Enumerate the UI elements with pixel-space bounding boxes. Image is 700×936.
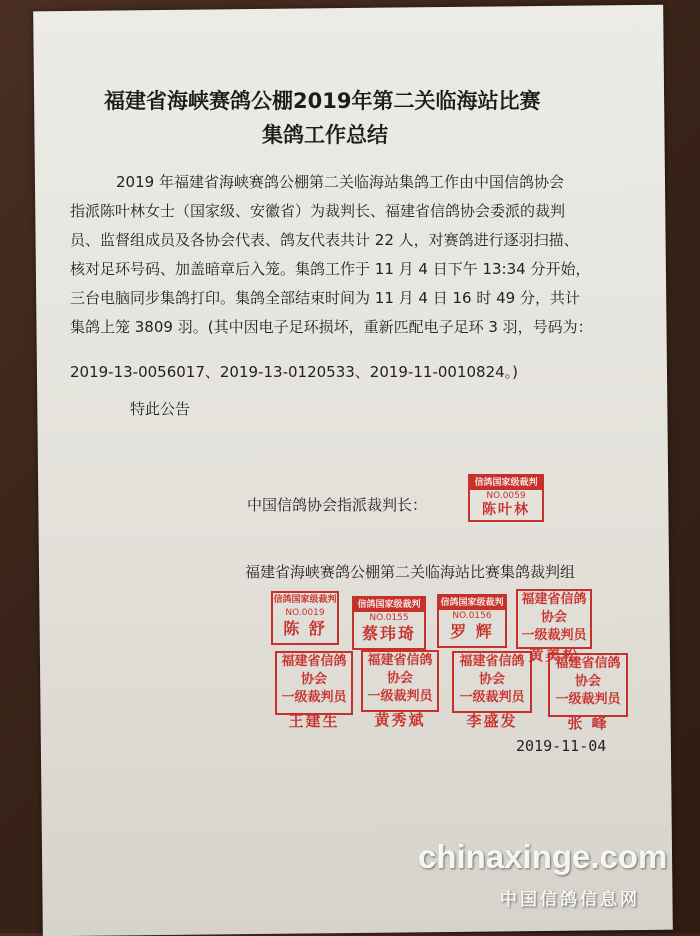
watermark-name: 中国信鸽信息网 xyxy=(500,890,640,910)
body-line: 2019 年福建省海峡赛鸽公棚第二关临海站集鸽工作由中国信鸽协会 xyxy=(116,173,564,191)
stamp-rank: 一级裁判员 xyxy=(459,690,525,705)
stamp-judge xyxy=(352,596,426,650)
stamp-rank: 一级裁判员 xyxy=(555,692,621,707)
stamp-judge xyxy=(275,651,353,730)
document-title: 福建省海峡赛鸽公棚2019年第二关临海站比赛 xyxy=(104,89,541,113)
stamp-org: 福建省信鸽协会 xyxy=(459,654,525,687)
stamp-org: 福建省信鸽协会 xyxy=(555,656,621,689)
stamp-rank: 一级裁判员 xyxy=(367,689,433,704)
head-judge-signature-label: 中国信鸽协会指派裁判长： xyxy=(247,496,428,514)
stamp-head-judge xyxy=(468,474,544,522)
stamp-org: 福建省信鸽协会 xyxy=(521,592,587,625)
body-line: 集鸽上笼 3809 羽。(其中因电子足环损坏，重新匹配电子足环 3 羽，号码为： xyxy=(70,318,593,336)
document-date: 2019-11-04 xyxy=(516,737,607,755)
stamp-title: 信鸽国家级裁判 xyxy=(470,476,542,490)
stamp-name: 罗 辉 xyxy=(450,622,494,641)
stamp-number: NO.0156 xyxy=(452,611,492,621)
stamp-judge xyxy=(271,591,339,645)
stamp-judge xyxy=(361,650,439,729)
stamp-title: 信鸽国家级裁判 xyxy=(354,598,424,612)
stamp-name: 张 峰 xyxy=(567,714,609,732)
body-line: 2019-13-0056017、2019-13-0120533、2019-11-0010824。) xyxy=(70,363,519,381)
stamp-name: 陈叶林 xyxy=(482,502,530,518)
body-line: 指派陈叶林女士（国家级、安徽省）为裁判长、福建省信鸽协会委派的裁判 xyxy=(70,202,566,220)
stamp-rank: 一级裁判员 xyxy=(521,628,587,643)
stamp-name: 黄秀斌 xyxy=(374,711,426,729)
body-line: 核对足环号码、加盖暗章后入笼。集鸽工作于 11 月 4 日下午 13:34 分开始， xyxy=(70,260,591,278)
stamp-number: NO.0019 xyxy=(285,608,325,618)
judge-group-signature-label: 福建省海峡赛鸽公棚第二关临海站比赛集鸽裁判组 xyxy=(245,563,576,581)
body-line: 员、监督组成员及各协会代表、鸽友代表共计 22 人，对赛鸽进行逐羽扫描、 xyxy=(70,231,579,249)
stamp-judge xyxy=(437,594,507,648)
stamp-judge xyxy=(548,653,628,732)
stamp-name: 李盛发 xyxy=(466,712,518,730)
stamp-title: 信鸽国家级裁判 xyxy=(440,598,504,608)
stamp-org: 福建省信鸽协会 xyxy=(367,653,433,686)
stamp-name: 黄美松 xyxy=(528,646,580,664)
stamp-name: 陈 舒 xyxy=(283,619,327,638)
watermark-site: chinaxinge.com xyxy=(418,838,668,875)
closing-text: 特此公告 xyxy=(130,400,191,418)
body-line: 三台电脑同步集鸽打印。集鸽全部结束时间为 11 月 4 日 16 时 49 分，共计 xyxy=(70,289,580,307)
stamp-name: 蔡玮琦 xyxy=(361,624,416,643)
stamp-title: 信鸽国家级裁判 xyxy=(273,595,337,605)
stamp-org: 福建省信鸽协会 xyxy=(281,654,347,687)
stamp-judge xyxy=(516,589,592,664)
stamp-name: 王建生 xyxy=(288,712,340,730)
stamp-judge xyxy=(452,651,532,730)
document-subtitle: 集鸽工作总结 xyxy=(262,123,388,147)
stamp-rank: 一级裁判员 xyxy=(281,690,347,705)
stamp-number: NO.0155 xyxy=(369,613,409,623)
stamp-number: NO.0059 xyxy=(486,491,526,501)
